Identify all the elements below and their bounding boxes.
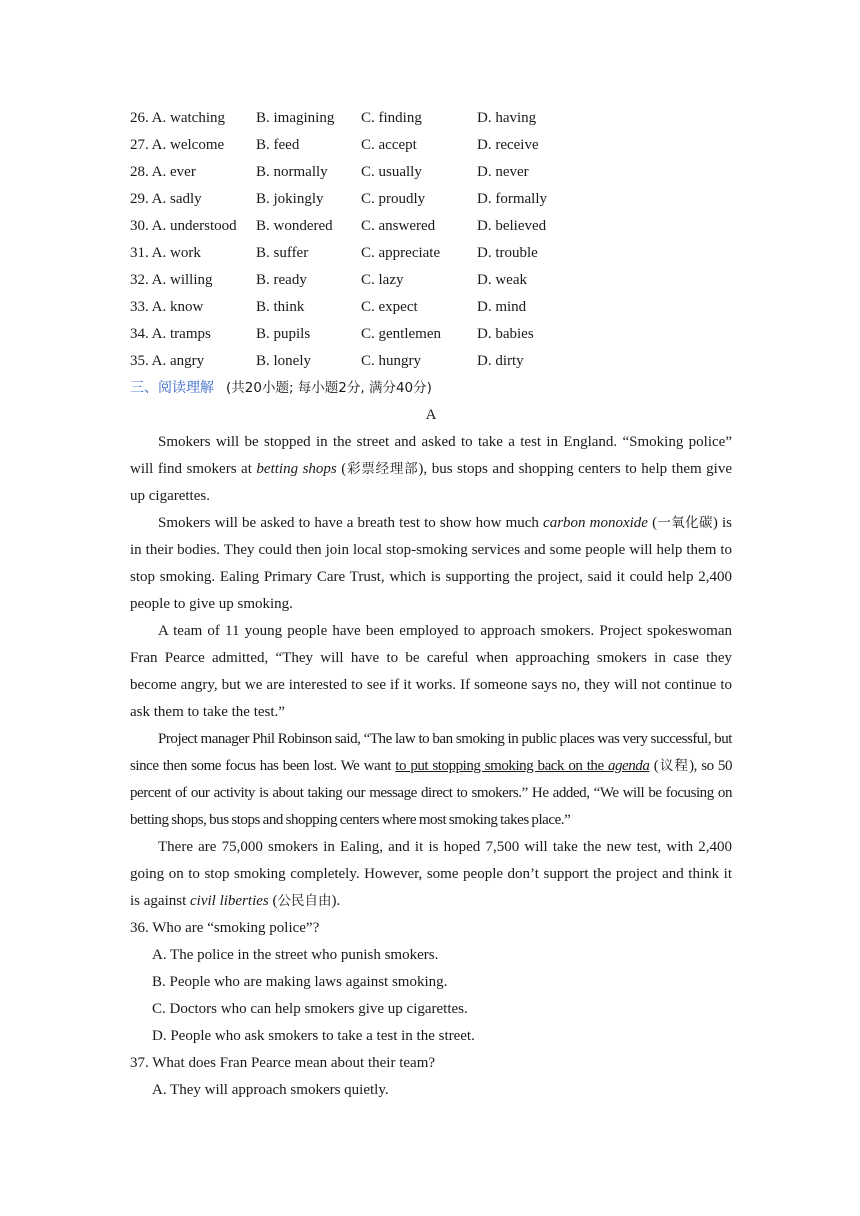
option-a: 34. A. tramps	[130, 326, 211, 342]
option-b: B. jokingly	[256, 191, 324, 207]
section-heading	[130, 375, 432, 402]
option-d: D. weak	[477, 272, 527, 288]
option-b: B. feed	[256, 137, 300, 153]
option-c: C. appreciate	[361, 245, 441, 261]
italic-term: civil liberties	[190, 893, 269, 909]
option-b: B. normally	[256, 164, 328, 180]
text-run: , bus stops and shopping centers to help them give up cigarettes.	[130, 461, 732, 504]
option-a: 30. A. understood	[130, 218, 237, 234]
paragraph-5: There are 75,000 smokers in Ealing, and it is hoped 7,500 will take the new test, with 2,400 going on to stop smoking completely. However, some people don’t support the project and think it is against civil liberties (公民自由).	[130, 839, 732, 909]
chinese-gloss: 一氧化碳	[657, 515, 713, 531]
option-a: 27. A. welcome	[130, 137, 225, 153]
option-row-28	[130, 159, 750, 186]
italic-term: carbon monoxide	[543, 515, 648, 531]
italic-term: betting shops	[256, 461, 337, 477]
option-a: 28. A. ever	[130, 164, 196, 180]
option-row-33	[130, 294, 750, 321]
option-a: 29. A. sadly	[130, 191, 202, 207]
option-a: 33. A. know	[130, 299, 204, 315]
option-row-31	[130, 240, 750, 267]
option-d: D. having	[477, 110, 537, 126]
text-run: Smokers will be asked to have a breath test to show how much	[158, 515, 544, 531]
answer-option: A. The police in the street who punish smokers.	[152, 947, 439, 963]
option-c: C. finding	[361, 110, 422, 126]
text-run: There are 75,000 smokers in Ealing, and it is hoped 7,500 will take the new test, with 2,400 going on to stop smoking completely. However, some people don’t support the project and think it is against	[130, 839, 732, 909]
answer-option: C. Doctors who can help smokers give up cigarettes.	[152, 1001, 468, 1017]
option-d: D. babies	[477, 326, 534, 342]
chinese-gloss: 议程	[658, 758, 690, 774]
option-b: B. pupils	[256, 326, 311, 342]
underlined-phrase	[395, 758, 649, 774]
option-c: C. lazy	[361, 272, 404, 288]
option-b: B. ready	[256, 272, 307, 288]
answer-option: A. They will approach smokers quietly.	[152, 1082, 389, 1098]
text-run: Project manager Phil Robinson said, “The law to ban smoking in public places was very successful, but since then some focus has been lost. We want	[130, 731, 732, 774]
answer-option: D. People who ask smokers to take a test in the street.	[152, 1028, 475, 1044]
question-stem: 36. Who are “smoking police”?	[130, 920, 320, 936]
italic-term: agenda	[607, 758, 650, 774]
text-run: to put stopping smoking back on the	[395, 758, 608, 774]
option-c: C. expect	[361, 299, 418, 315]
option-c: C. answered	[361, 218, 436, 234]
option-b: B. wondered	[256, 218, 333, 234]
paragraph-1: Smokers will be stopped in the street and asked to take a test in England. “Smoking police” will find smokers at betting shops (彩票经理部), bus stops and shopping centers to help them give up cigarettes.	[130, 434, 732, 504]
option-row-27	[130, 132, 750, 159]
option-a: 35. A. angry	[130, 353, 205, 369]
question-stem: 37. What does Fran Pearce mean about their team?	[130, 1055, 436, 1071]
option-row-30	[130, 213, 750, 240]
chinese-gloss: 彩票经理部	[346, 461, 419, 477]
paragraph-3: A team of 11 young people have been employed to approach smokers. Project spokeswoman Fran Pearce admitted, “They will have to be careful when approaching smokers in case they become angry, but we are interested to see if it works. If someone says no, they will not continue to ask them to take the test.”	[130, 623, 732, 720]
option-d: D. never	[477, 164, 529, 180]
option-d: D. trouble	[477, 245, 538, 261]
option-b: B. think	[256, 299, 305, 315]
answer-option: B. People who are making laws against smoking.	[152, 974, 448, 990]
passage-title: A	[425, 407, 437, 423]
option-d: D. mind	[477, 299, 527, 315]
text-run: .	[336, 893, 341, 909]
paragraph-4: Project manager Phil Robinson said, “The law to ban smoking in public places was very successful, but since then some focus has been lost. We want to put stopping smoking back on the agenda (议程), so 50 percent of our activity is about taking our message direct to smokers.” He added, “We will be focusing on betting shops, bus stops and shopping centers where most smoking takes place.”	[130, 731, 733, 828]
question-list	[130, 915, 732, 1104]
option-d: D. formally	[477, 191, 547, 207]
cloze-options-table	[130, 105, 750, 375]
text-run: is in their bodies. They could then join local stop-smoking services and some people will help them to stop smoking. Ealing Primary Care Trust, which is supporting the project, said it could help 2,400 people to give up smoking.	[130, 515, 732, 612]
option-a: 32. A. willing	[130, 272, 213, 288]
option-b: B. imagining	[256, 110, 335, 126]
option-row-34	[130, 321, 750, 348]
text-run: Smokers will be stopped in the street and asked to take a test in England. “Smoking police” will find smokers at	[130, 434, 732, 477]
option-c: C. gentlemen	[361, 326, 441, 342]
option-b: B. suffer	[256, 245, 309, 261]
option-row-29	[130, 186, 750, 213]
option-c: C. usually	[361, 164, 422, 180]
paragraph-2: Smokers will be asked to have a breath test to show how much carbon monoxide (一氧化碳) is in their bodies. They could then join local stop-smoking services and some people will help them to stop smoking. Ealing Primary Care Trust, which is supporting the project, said it could help 2,400 people to give up smoking.	[130, 515, 732, 612]
option-b: B. lonely	[256, 353, 311, 369]
option-row-32	[130, 267, 750, 294]
text-run: , so 50 percent of our activity is about taking our message direct to smokers.” He added, “We will be focusing on betting shops, bus stops and shopping centers where most smoking takes place.”	[130, 758, 733, 828]
option-row-26	[130, 105, 750, 132]
option-a: 26. A. watching	[130, 110, 225, 126]
option-a: 31. A. work	[130, 245, 201, 261]
option-c: C. accept	[361, 137, 417, 153]
section-title: 三、阅读理解	[130, 380, 214, 396]
option-c: C. proudly	[361, 191, 426, 207]
chinese-gloss: 公民自由	[277, 893, 332, 909]
section-scoring-note: (共20小题; 每小题2分, 满分40分)	[226, 380, 432, 396]
option-d: D. believed	[477, 218, 547, 234]
option-row-35	[130, 348, 750, 375]
option-d: D. receive	[477, 137, 539, 153]
option-c: C. hungry	[361, 353, 421, 369]
reading-passage	[130, 429, 732, 915]
option-d: D. dirty	[477, 353, 524, 369]
